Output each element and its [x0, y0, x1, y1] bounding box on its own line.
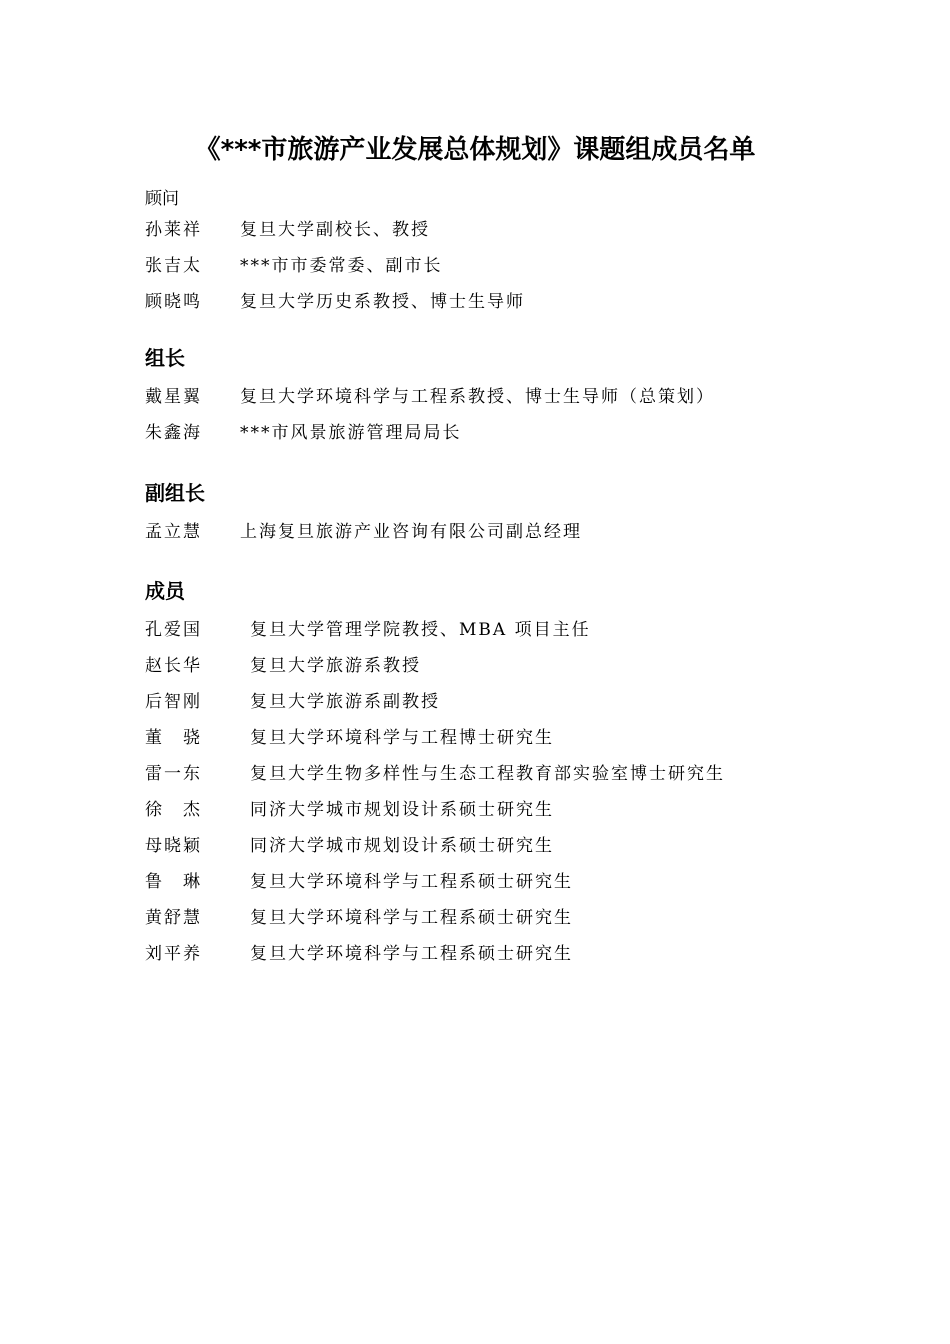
member-name: 戴星翼 [145, 387, 202, 407]
member-row [145, 684, 845, 720]
member-row [145, 864, 845, 900]
member-name: 董 骁 [145, 728, 202, 748]
member-name: 鲁 琳 [145, 872, 202, 892]
member-row [145, 284, 845, 320]
member-role: 复旦大学旅游系副教授 [250, 692, 440, 712]
member-name: 张吉太 [145, 256, 202, 276]
member-role: 复旦大学历史系教授、博士生导师 [240, 292, 525, 312]
member-role: 同济大学城市规划设计系硕士研究生 [250, 836, 554, 856]
member-name: 孔爱国 [145, 620, 202, 640]
member-role: 复旦大学环境科学与工程系教授、博士生导师（总策划） [240, 387, 715, 407]
member-row [145, 415, 845, 451]
member-role: 复旦大学旅游系教授 [250, 656, 421, 676]
member-role: 复旦大学环境科学与工程系硕士研究生 [250, 908, 573, 928]
member-name: 雷一东 [145, 764, 202, 784]
member-row [145, 792, 845, 828]
advisors-section [145, 186, 845, 320]
member-row [145, 248, 845, 284]
member-name: 孟立慧 [145, 522, 202, 542]
member-name: 朱鑫海 [145, 423, 202, 443]
member-row [145, 514, 845, 550]
document-title: 《***市旅游产业发展总体规划》课题组成员名单 [194, 135, 756, 165]
deputy-section [145, 478, 845, 550]
member-role: ***市市委常委、副市长 [240, 256, 443, 276]
member-name: 孙莱祥 [145, 220, 202, 240]
member-row [145, 720, 845, 756]
member-name: 顾晓鸣 [145, 292, 202, 312]
member-row [145, 756, 845, 792]
members-section [145, 576, 845, 972]
leaders-section [145, 343, 845, 451]
member-name: 母晓颖 [145, 836, 202, 856]
member-row [145, 648, 845, 684]
member-role: 同济大学城市规划设计系硕士研究生 [250, 800, 554, 820]
member-role: 上海复旦旅游产业咨询有限公司副总经理 [240, 522, 582, 542]
deputy-heading: 副组长 [145, 481, 205, 505]
member-row [145, 612, 845, 648]
member-name: 刘平养 [145, 944, 202, 964]
member-name: 徐 杰 [145, 800, 202, 820]
member-role: 复旦大学环境科学与工程系硕士研究生 [250, 872, 573, 892]
member-role: 复旦大学环境科学与工程博士研究生 [250, 728, 554, 748]
leaders-heading: 组长 [145, 346, 185, 370]
member-role: 复旦大学环境科学与工程系硕士研究生 [250, 944, 573, 964]
members-heading: 成员 [145, 579, 185, 603]
member-role: 复旦大学管理学院教授、MBA 项目主任 [250, 620, 591, 640]
member-row [145, 900, 845, 936]
member-name: 后智刚 [145, 692, 202, 712]
member-row [145, 828, 845, 864]
member-row [145, 212, 845, 248]
member-role: ***市风景旅游管理局局长 [240, 423, 462, 443]
member-name: 黄舒慧 [145, 908, 202, 928]
member-row [145, 936, 845, 972]
member-role: 复旦大学生物多样性与生态工程教育部实验室博士研究生 [250, 764, 725, 784]
member-row [145, 379, 845, 415]
member-name: 赵长华 [145, 656, 202, 676]
member-role: 复旦大学副校长、教授 [240, 220, 430, 240]
advisors-heading: 顾问 [145, 189, 179, 209]
